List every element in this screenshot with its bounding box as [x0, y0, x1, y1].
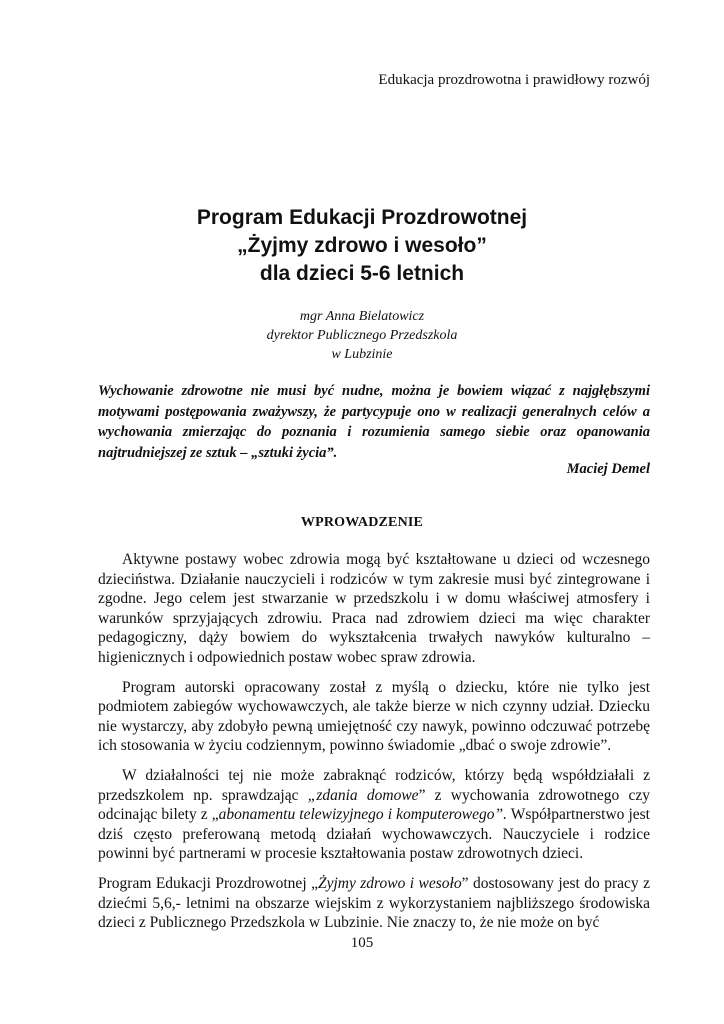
- title-line-1: Program Edukacji Prozdrowotnej: [196, 206, 528, 229]
- paragraph-3-part-e: Współpartnerstwo jest dziś często preferowaną metodą działań wychowawczych. Nauczyciele i rodzice powinni być partnerami w procesie kształtowania postaw zdrowotnych dzieci.: [98, 806, 650, 863]
- paragraph-3-part-c: ” z wychowania zdrowotnego czy odcinając bilety z „: [98, 786, 650, 824]
- author-name: mgr Anna Bielatowicz: [299, 309, 425, 324]
- paragraph-3-italic-2: abonamentu telewizyjnego i komputerowego”.: [218, 806, 507, 824]
- title-line-3: dla dzieci 5-6 letnich: [259, 262, 465, 285]
- paragraph-3-part-a: W działalności tej nie może zabraknąć rodziców, którzy będą współdziałali z przedszkolem np. sprawdzając: [98, 766, 650, 804]
- paragraph-1: Aktywne postawy wobec zdrowia mogą być kształtowane u dzieci od wczesnego dzieciństwa. Działanie nauczycieli i rodziców w tym zakresie musi być zintegrowane i zgodne. Jego celem jest stwarzanie w przedszkolu i w domu właściwej atmosfery i warunków sprzyjających zdrowiu. Praca nad zdrowiem dzieci ma więc charakter pedagogiczny, dąży bowiem do wykształcenia trwałych nawyków kulturalno – higienicznych i odpowiednich postaw wobec spraw zdrowia.: [98, 551, 650, 666]
- running-header: Edukacja prozdrowotna i prawidłowy rozwój: [378, 72, 650, 88]
- paragraph-3-italic-1: „zdania domowe: [307, 786, 419, 804]
- motto-quote: Wychowanie zdrowotne nie musi być nudne, można je bowiem wiązać z najgłębszymi motywami postępowania zważywszy, że partycypuje ono w realizacji generalnych celów a wychowania zmierzając do poznania i rozumienia samego siebie oraz opanowania najtrudniejszej ze sztuk – „sztuki życia”.: [98, 383, 650, 461]
- author-role: dyrektor Publicznego Przedszkola: [266, 328, 458, 343]
- paragraph-3: [98, 766, 650, 864]
- document-title: [74, 204, 650, 288]
- author-place: w Lubzinie: [331, 347, 393, 362]
- author-block: [74, 307, 650, 364]
- motto-author: Maciej Demel: [566, 461, 650, 477]
- paragraph-4-part-c: ” dostosowany jest do pracy z dziećmi 5,6,- letnimi na obszarze wiejskim z wykorzystaniem najbliższego środowiska dzieci z Publicznego Przedszkola w Lubzinie. Nie znaczy to, że nie może on być: [98, 874, 651, 932]
- title-line-2: „Żyjmy zdrowo i wesoło”: [237, 234, 487, 257]
- paragraph-4-italic: Żyjmy zdrowo i wesoło: [317, 874, 462, 892]
- paragraph-4: [98, 874, 650, 933]
- section-heading: WPROWADZENIE: [300, 515, 424, 530]
- page-number: 105: [350, 935, 374, 951]
- body-text: [98, 550, 650, 943]
- paragraph-4-part-a: Program Edukacji Prozdrowotnej „: [98, 874, 318, 892]
- paragraph-2: Program autorski opracowany został z myślą o dziecku, które nie tylko jest podmiotem zabiegów wychowawczych, ale także bierze w nich czynny udział. Dziecku nie wystarczy, aby zdobyło pewną umiejętność czy nawyk, powinno odczuwać potrzebę ich stosowania w życiu codziennym, powinno świadomie „dbać o swoje zdrowie”.: [98, 678, 650, 755]
